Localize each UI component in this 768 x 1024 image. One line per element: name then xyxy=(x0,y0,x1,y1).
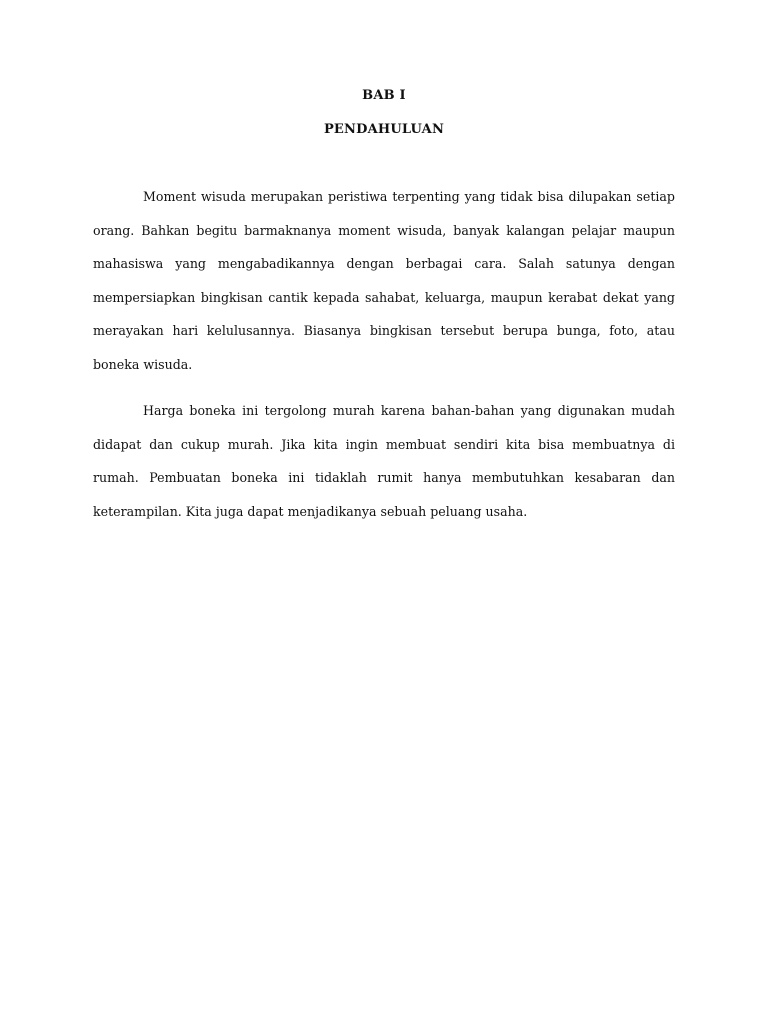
chapter-heading: BAB I xyxy=(362,88,406,103)
paragraph-1: Moment wisuda merupakan peristiwa terpenting yang tidak bisa dilupakan setiap orang. Bahkan begitu barmaknanya moment wisuda, banyak kalangan pelajar maupun mahasiswa yang mengabadikannya dengan berbagai cara. Salah satunya dengan mempersiapkan bingkisan cantik kepada sahabat, keluarga, maupun kerabat dekat yang merayakan hari kelulusannya. Biasanya bingkisan tersebut berupa bunga, foto, atau boneka wisuda. xyxy=(93,189,675,372)
paragraph-block-2 xyxy=(93,394,675,528)
paragraph-2: Harga boneka ini tergolong murah karena bahan-bahan yang digunakan mudah didapat dan cukup murah. Jika kita ingin membuat sendiri kita bisa membuatnya di rumah. Pembuatan boneka ini tidaklah rumit hanya membutuhkan kesabaran dan keterampilan. Kita juga dapat menjadikanya sebuah peluang usaha. xyxy=(93,403,675,519)
paragraph-block-1 xyxy=(93,180,675,382)
chapter-title: PENDAHULUAN xyxy=(323,122,445,137)
